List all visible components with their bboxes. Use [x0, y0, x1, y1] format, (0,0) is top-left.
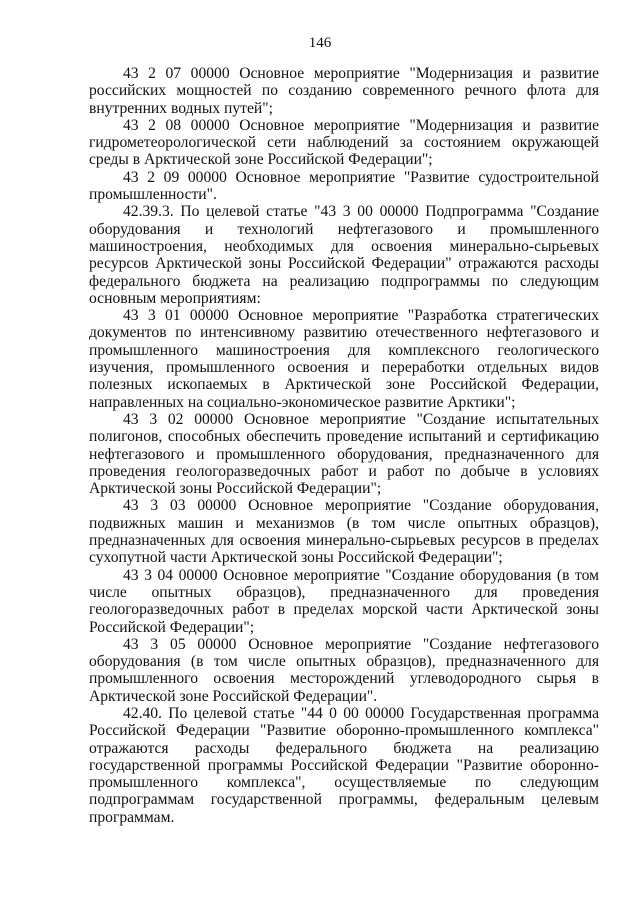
page-number: 146: [308, 35, 332, 51]
paragraph-43-2-07: 43 2 07 00000 Основное мероприятие "Модернизация и развитие российских мощностей по созданию современного речного флота для внутренних водных путей";: [89, 65, 599, 117]
paragraph-43-3-03: 43 3 03 00000 Основное мероприятие "Создание оборудования, подвижных машин и механизмов (в том числе опытных образцов), предназначенных для освоения минерально-сырьевых ресурсов в пределах сухопутной части Арктической зоны Российской Федерации";: [89, 497, 599, 567]
paragraph-42-40: 42.40. По целевой статье "44 0 00 00000 Государственная программа Российской Федерации "Развитие оборонно-промышленного комплекса" отражаются расходы федерального бюджета на реализацию государственной программы Российской Федерации "Развитие оборонно-промышленного комплекса", осуществляемые по следующим подпрограммам государственной программы, федеральным целевым программам.: [89, 704, 599, 826]
paragraph-43-3-05: 43 3 05 00000 Основное мероприятие "Создание нефтегазового оборудования (в том числе опытных образцов), предназначенного для промышленного освоения месторождений углеводородного сырья в Арктической зоне Российской Федерации".: [89, 635, 599, 705]
paragraph-43-3-04: 43 3 04 00000 Основное мероприятие "Создание оборудования (в том числе опытных образцов), предназначенного для проведения геологоразведочных работ в пределах морской части Арктической зоны Российской Федерации";: [89, 566, 599, 636]
paragraph-43-3-02: 43 3 02 00000 Основное мероприятие "Создание испытательных полигонов, способных обеспечить проведение испытаний и сертификацию нефтегазового и промышленного оборудования, предназначенного для проведения геологоразведочных работ и работ по добыче в условиях Арктической зоны Российской Федерации";: [89, 410, 599, 498]
paragraph-43-3-01: 43 3 01 00000 Основное мероприятие "Разработка стратегических документов по интенсивному развитию отечественного нефтегазового и промышленного машиностроения для комплексного геологического изучения, промышленного освоения и переработки отдельных видов полезных ископаемых в Арктической зоне Российской Федерации, направленных на социально-экономическое развитие Арктики";: [89, 307, 599, 411]
paragraph-43-2-08: 43 2 08 00000 Основное мероприятие "Модернизация и развитие гидрометеорологической сети наблюдений за состоянием окружающей среды в Арктической зоне Российской Федерации";: [89, 116, 599, 169]
paragraph-43-2-09: 43 2 09 00000 Основное мероприятие "Развитие судостроительной промышленности".: [89, 168, 599, 204]
document-body: [89, 65, 599, 826]
paragraph-42-39-3: 42.39.3. По целевой статье "43 3 00 00000 Подпрограмма "Создание оборудования и технологий нефтегазового и промышленного машиностроения, необходимых для освоения минерально-сырьевых ресурсов Арктической зоны Российской Федерации" отражаются расходы федерального бюджета на реализацию подпрограммы по следующим основным мероприятиям:: [89, 203, 599, 307]
